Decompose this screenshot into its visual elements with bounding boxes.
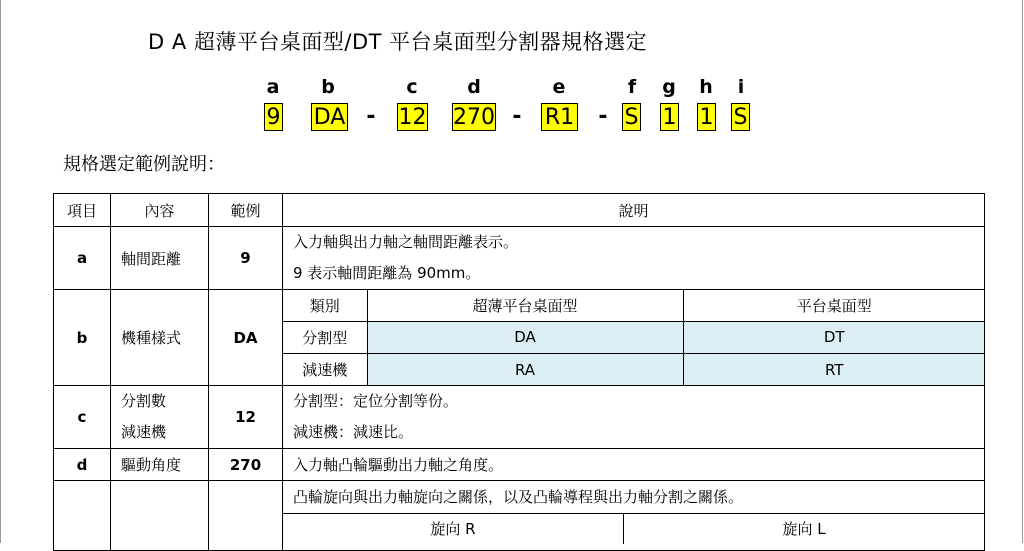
model-type-subtable-cell [283, 290, 985, 386]
section-heading: 規格選定範例說明： [63, 154, 225, 175]
subtable-header: 平台桌面型 [683, 290, 985, 321]
row-item: a [54, 227, 111, 290]
spec-table [53, 193, 985, 551]
row-example: 12 [209, 386, 283, 449]
code-letter-a: a [266, 76, 280, 98]
description-line: 凸輪旋向與出力軸旋向之關係，以及凸輪導程與出力軸分割之關係。 [283, 481, 984, 514]
subtable-cell: RT [683, 354, 985, 385]
code-letter-d: d [467, 76, 481, 98]
code-letter-c: c [406, 76, 418, 98]
rotation-r-header: 旋向 R [283, 514, 624, 544]
model-type-subtable [283, 290, 985, 385]
row-example: DA [209, 290, 283, 386]
table-row-a [54, 227, 985, 290]
row-item: c [54, 386, 111, 449]
header-example: 範例 [209, 194, 283, 227]
row-content: 機種樣式 [111, 290, 209, 386]
table-row-b [54, 290, 985, 386]
description-line: 分割型：定位分割等份。 [293, 392, 459, 410]
code-value-g: 1 [660, 103, 679, 131]
content-line: 減速機 [121, 423, 167, 441]
code-letter-e: e [552, 76, 566, 98]
code-letter-b: b [321, 76, 335, 98]
code-letter-f: f [627, 76, 637, 98]
code-separator: - [598, 104, 608, 129]
code-value-d: 270 [453, 105, 495, 130]
row-description: 入力軸凸輪驅動出力軸之角度。 [283, 449, 985, 481]
table-row-e [54, 481, 985, 551]
row-description [283, 227, 985, 290]
subtable-cell: RA [367, 354, 683, 385]
rotation-l-header: 旋向 L [782, 520, 826, 538]
row-description [283, 386, 985, 449]
table-row-d [54, 449, 985, 481]
page-border-right [1022, 0, 1023, 543]
page-title: D A 超薄平台桌面型/DT 平台桌面型分割器規格選定 [148, 30, 648, 54]
row-example: 270 [209, 449, 283, 481]
subtable-row [283, 321, 985, 353]
row-item [54, 481, 111, 551]
code-letter-i: i [737, 76, 745, 98]
subtable-cell: DA [367, 321, 683, 353]
code-letter-h: h [699, 76, 713, 98]
code-letter-g: g [662, 76, 676, 98]
row-description [283, 481, 985, 551]
table-header-row [54, 194, 985, 227]
page-border-left [0, 0, 1, 543]
code-value-f: S [622, 103, 641, 131]
code-separator: - [366, 104, 376, 129]
row-content [111, 386, 209, 449]
row-content: 軸間距離 [111, 227, 209, 290]
subtable-row [283, 354, 985, 385]
description-line: 減速機：減速比。 [293, 423, 414, 441]
subtable-cell: DT [683, 321, 985, 353]
code-value-b: DA [311, 103, 348, 131]
subtable-header: 類別 [283, 290, 367, 321]
description-line: 9 表示軸間距離為 90mm。 [293, 264, 481, 282]
subtable-header: 超薄平台桌面型 [367, 290, 683, 321]
subtable-header-row [283, 290, 985, 321]
code-separator: - [512, 104, 522, 129]
code-value-c: 12 [398, 105, 427, 130]
row-item: b [54, 290, 111, 386]
rotation-subheader [283, 514, 984, 544]
code-value-h: 1 [697, 103, 716, 131]
subtable-category: 分割型 [283, 321, 367, 353]
row-content [111, 481, 209, 551]
row-example: 9 [209, 227, 283, 290]
content-line: 分割數 [121, 392, 167, 410]
row-content: 驅動角度 [111, 449, 209, 481]
table-row-c [54, 386, 985, 449]
description-line: 入力軸與出力軸之軸間距離表示。 [293, 233, 519, 251]
subtable-category: 減速機 [283, 354, 367, 385]
header-item: 項目 [54, 194, 111, 227]
row-example [209, 481, 283, 551]
code-value-a: 9 [264, 103, 283, 131]
code-value-i: S [731, 103, 750, 131]
header-description: 說明 [283, 194, 985, 227]
row-item: d [54, 449, 111, 481]
spec-table-container [53, 193, 985, 551]
code-value-e: R1 [541, 103, 578, 131]
header-content: 內容 [111, 194, 209, 227]
